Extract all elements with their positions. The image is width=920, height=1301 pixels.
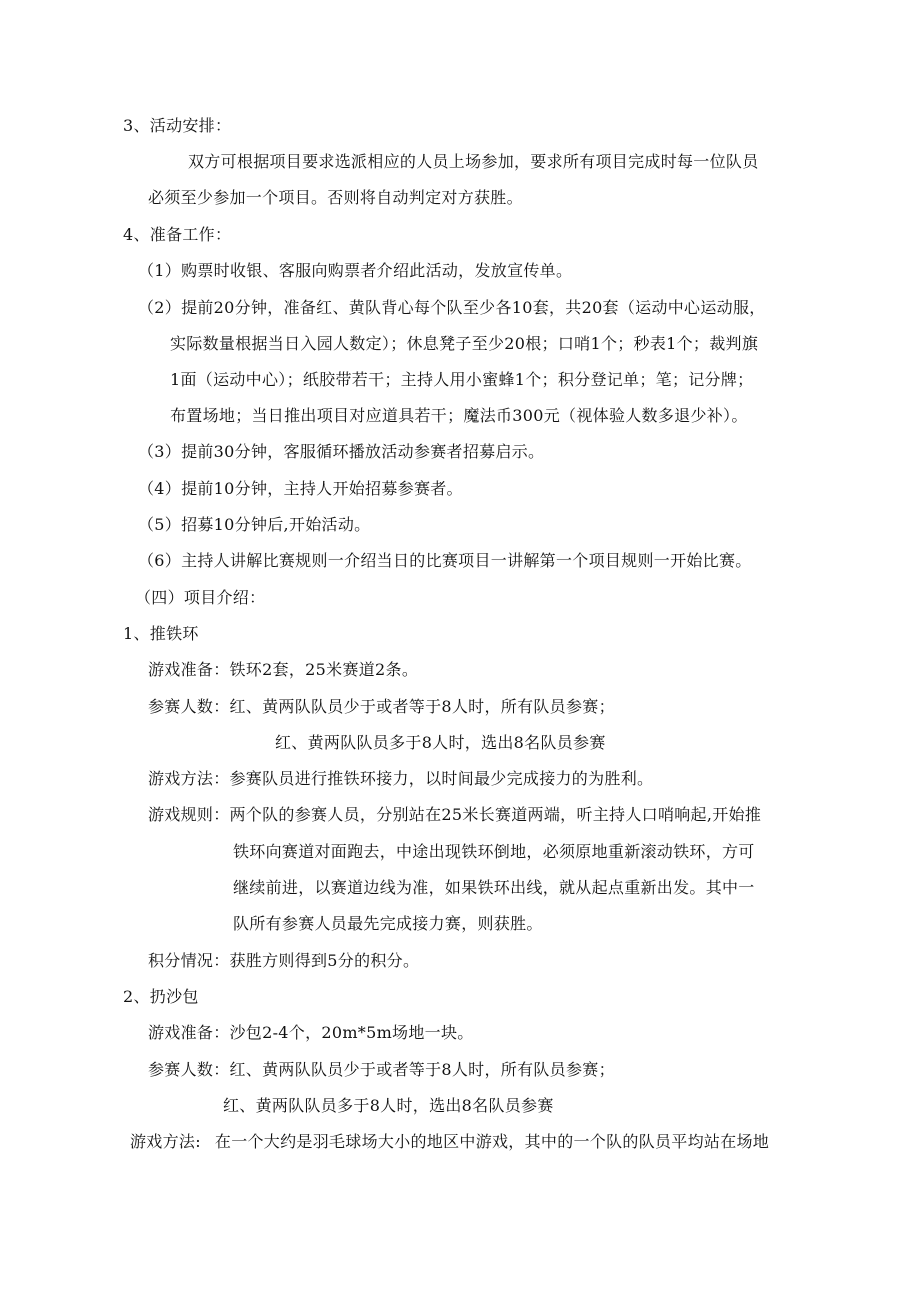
game-1-rules-line-2: 铁环向赛道对面跑去，中途出现铁环倒地，必须原地重新滚动铁环，方可: [233, 842, 755, 861]
section-3-paragraph-line-1: 双方可根据项目要求选派相应的人员上场参加，要求所有项目完成时每一位队员: [188, 152, 759, 171]
game-2-participants-line-1: 参赛人数：红、黄两队队员少于或者等于8人时，所有队员参赛；: [148, 1060, 615, 1079]
game-1-prep: 游戏准备：铁环2套，25米赛道2条。: [148, 660, 419, 679]
game-2-method-text: 在一个大约是羽毛球场大小的地区中游戏，其中的一个队的队员平均站在场地: [214, 1132, 770, 1151]
part-4-heading: （四）项目介绍：: [135, 588, 266, 607]
section-4-heading: 4、准备工作：: [123, 225, 232, 244]
game-1-rules-line-3: 继续前进，以赛道边线为准，如果铁环出线，就从起点重新出发。其中一: [233, 878, 755, 897]
game-1-method: 游戏方法：参赛队员进行推铁环接力，以时间最少完成接力的为胜利。: [148, 769, 654, 788]
section-3-heading: 3、活动安排：: [123, 116, 232, 135]
prep-item-5: （5）招募10分钟后,开始活动。: [138, 515, 371, 534]
prep-item-4: （4）提前10分钟，主持人开始招募参赛者。: [138, 479, 463, 498]
prep-item-2-line-3: 1面（运动中心）；纸胶带若干；主持人用小蜜蜂1个；积分登记单；笔；记分牌；: [170, 370, 754, 389]
game-2-title: 2、扔沙包: [123, 987, 199, 1006]
game-1-rules-line-4: 队所有参赛人员最先完成接力赛，则获胜。: [233, 914, 543, 933]
prep-item-2-line-4: 布置场地；当日推出项目对应道具若干；魔法币300元（视体验人数多退少补）。: [170, 406, 748, 425]
game-2-prep: 游戏准备：沙包2-4个，20m*5m场地一块。: [148, 1023, 474, 1042]
section-3-paragraph-line-2: 必须至少参加一个项目。否则将自动判定对方获胜。: [148, 188, 523, 207]
game-1-title: 1、推铁环: [123, 624, 199, 643]
prep-item-3: （3）提前30分钟，客服循环播放活动参赛者招募启示。: [138, 442, 545, 461]
game-2-method-label: 游戏方法:: [130, 1132, 201, 1151]
game-1-participants-line-2: 红、黄两队队员多于8人时，选出8名队员参赛: [275, 733, 606, 752]
prep-item-2-line-1: （2）提前20分钟，准备红、黄队背心每个队至少各10套，共20套（运动中心运动服，: [138, 298, 766, 317]
game-1-participants-line-1: 参赛人数：红、黄两队队员少于或者等于8人时，所有队员参赛；: [148, 697, 615, 716]
game-1-score: 积分情况：获胜方则得到5分的积分。: [148, 951, 420, 970]
prep-item-2-line-2: 实际数量根据当日入园人数定）；休息凳子至少20根；口哨1个；秒表1个；裁判旗: [170, 334, 759, 353]
game-2-method: [130, 1132, 769, 1152]
prep-item-1: （1）购票时收银、客服向购票者介绍此活动，发放宣传单。: [138, 261, 573, 280]
prep-item-6: （6）主持人讲解比赛规则一介绍当日的比赛项目一讲解第一个项目规则一开始比赛。: [138, 551, 752, 570]
game-2-participants-line-2: 红、黄两队队员多于8人时，选出8名队员参赛: [223, 1096, 554, 1115]
game-1-rules-line-1: 游戏规则：两个队的参赛人员，分别站在25米长赛道两端，听主持人口哨响起,开始推: [148, 805, 762, 824]
